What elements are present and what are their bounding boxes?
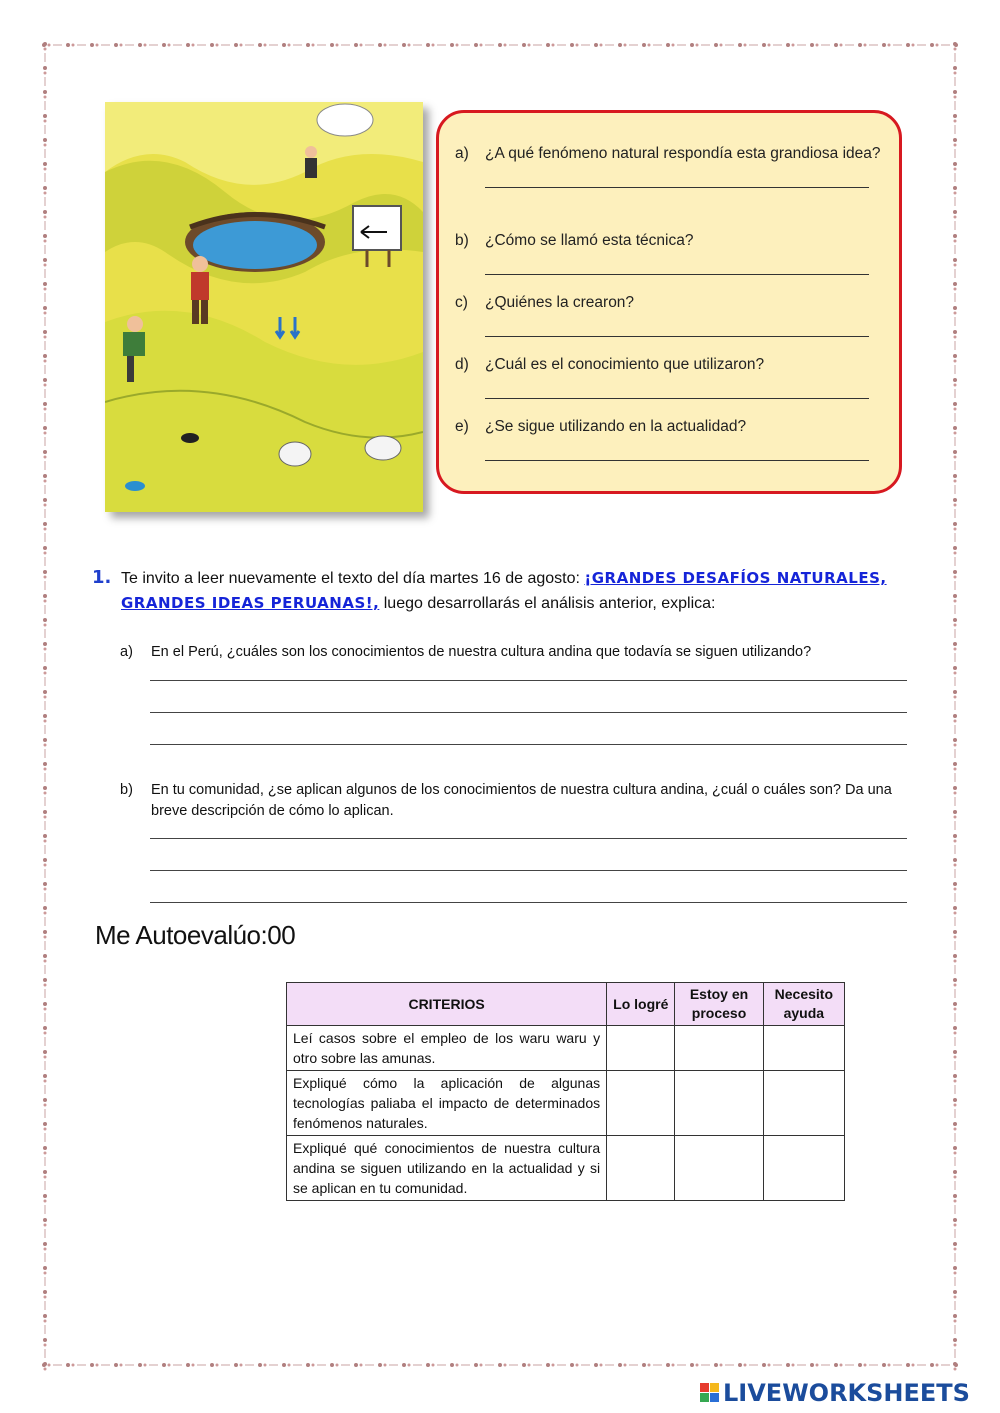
- check-cell[interactable]: [675, 1026, 763, 1071]
- question-box: [436, 110, 902, 494]
- self-eval-title: Me Autoevalúo:00: [95, 920, 296, 950]
- question-e: [455, 414, 885, 461]
- question-text: ¿Cuál es el conocimiento que utilizaron?: [485, 356, 765, 373]
- section-1: [92, 566, 912, 616]
- question-text: ¿Cómo se llamó esta técnica?: [485, 232, 694, 249]
- sub-text: En el Perú, ¿cuáles son los conocimientos de nuestra cultura andina que todavía se siguen utilizando?: [151, 644, 812, 660]
- section-intro: Te invito a leer nuevamente el texto del día martes 16 de agosto:: [121, 570, 585, 587]
- header-lo-logre: Lo logré: [607, 983, 675, 1026]
- sub-question-a: [120, 642, 910, 663]
- criterion-text: Expliqué cómo la aplicación de algunas tecnologías paliaba el impacto de determinados fenómenos naturales.: [287, 1071, 607, 1136]
- answer-line-c[interactable]: [485, 322, 869, 337]
- question-letter: b): [455, 232, 469, 249]
- question-b: [455, 228, 885, 275]
- criterion-text: Leí casos sobre el empleo de los waru waru y otro sobre las amunas.: [287, 1026, 607, 1071]
- check-cell[interactable]: [763, 1071, 844, 1136]
- check-cell[interactable]: [675, 1071, 763, 1136]
- section-instruction: [121, 566, 912, 616]
- table-header-row: [287, 983, 845, 1026]
- logo-mark-icon: [700, 1383, 720, 1403]
- answer-line-a[interactable]: [485, 173, 869, 188]
- table-row: [287, 1136, 845, 1201]
- question-letter: a): [455, 145, 469, 162]
- check-cell[interactable]: [675, 1136, 763, 1201]
- header-necesito-ayuda: Necesito ayuda: [763, 983, 844, 1026]
- check-cell[interactable]: [607, 1136, 675, 1201]
- answer-line-b[interactable]: [485, 260, 869, 275]
- check-cell[interactable]: [763, 1136, 844, 1201]
- answer-line[interactable]: [150, 838, 907, 839]
- sub-letter: a): [120, 644, 133, 660]
- question-a: [455, 141, 885, 188]
- check-cell[interactable]: [607, 1026, 675, 1071]
- question-letter: c): [455, 294, 468, 311]
- answer-line[interactable]: [150, 902, 907, 903]
- criterion-text: Expliqué qué conocimientos de nuestra cultura andina se siguen utilizando en la actualidad y si se aplican en tu comunidad.: [287, 1136, 607, 1201]
- answer-line[interactable]: [150, 744, 907, 745]
- answer-line-e[interactable]: [485, 446, 869, 461]
- section-number: 1.: [92, 567, 112, 588]
- question-letter: d): [455, 356, 469, 373]
- sub-text: En tu comunidad, ¿se aplican algunos de los conocimientos de nuestra cultura andina, ¿cuál o cuáles son? Da una breve descripción de cómo lo aplican.: [151, 782, 892, 819]
- table-row: [287, 1071, 845, 1136]
- answer-line-d[interactable]: [485, 384, 869, 399]
- sub-letter: b): [120, 782, 133, 798]
- liveworksheets-logo: [700, 1378, 970, 1408]
- check-cell[interactable]: [607, 1071, 675, 1136]
- answer-line[interactable]: [150, 680, 907, 681]
- question-c: [455, 290, 885, 337]
- criteria-table: [286, 982, 845, 1201]
- lagoon-illustration: [105, 102, 423, 512]
- question-letter: e): [455, 418, 469, 435]
- text-title-link[interactable]: ¡GRANDES DESAFÍOS NATURALES, GRANDES IDEAS PERUANAS!,: [121, 569, 887, 612]
- answer-line[interactable]: [150, 870, 907, 871]
- logo-word: LIVEWORKSHEETS: [723, 1379, 970, 1407]
- section-after: luego desarrollarás el análisis anterior, explica:: [379, 595, 716, 612]
- header-criterios: CRITERIOS: [287, 983, 607, 1026]
- question-d: [455, 352, 885, 399]
- answer-line[interactable]: [150, 712, 907, 713]
- question-text: ¿A qué fenómeno natural respondía esta grandiosa idea?: [485, 145, 881, 162]
- sub-question-b: [120, 780, 910, 822]
- table-row: [287, 1026, 845, 1071]
- question-text: ¿Se sigue utilizando en la actualidad?: [485, 418, 747, 435]
- check-cell[interactable]: [763, 1026, 844, 1071]
- header-en-proceso: Estoy en proceso: [675, 983, 763, 1026]
- question-text: ¿Quiénes la crearon?: [485, 294, 635, 311]
